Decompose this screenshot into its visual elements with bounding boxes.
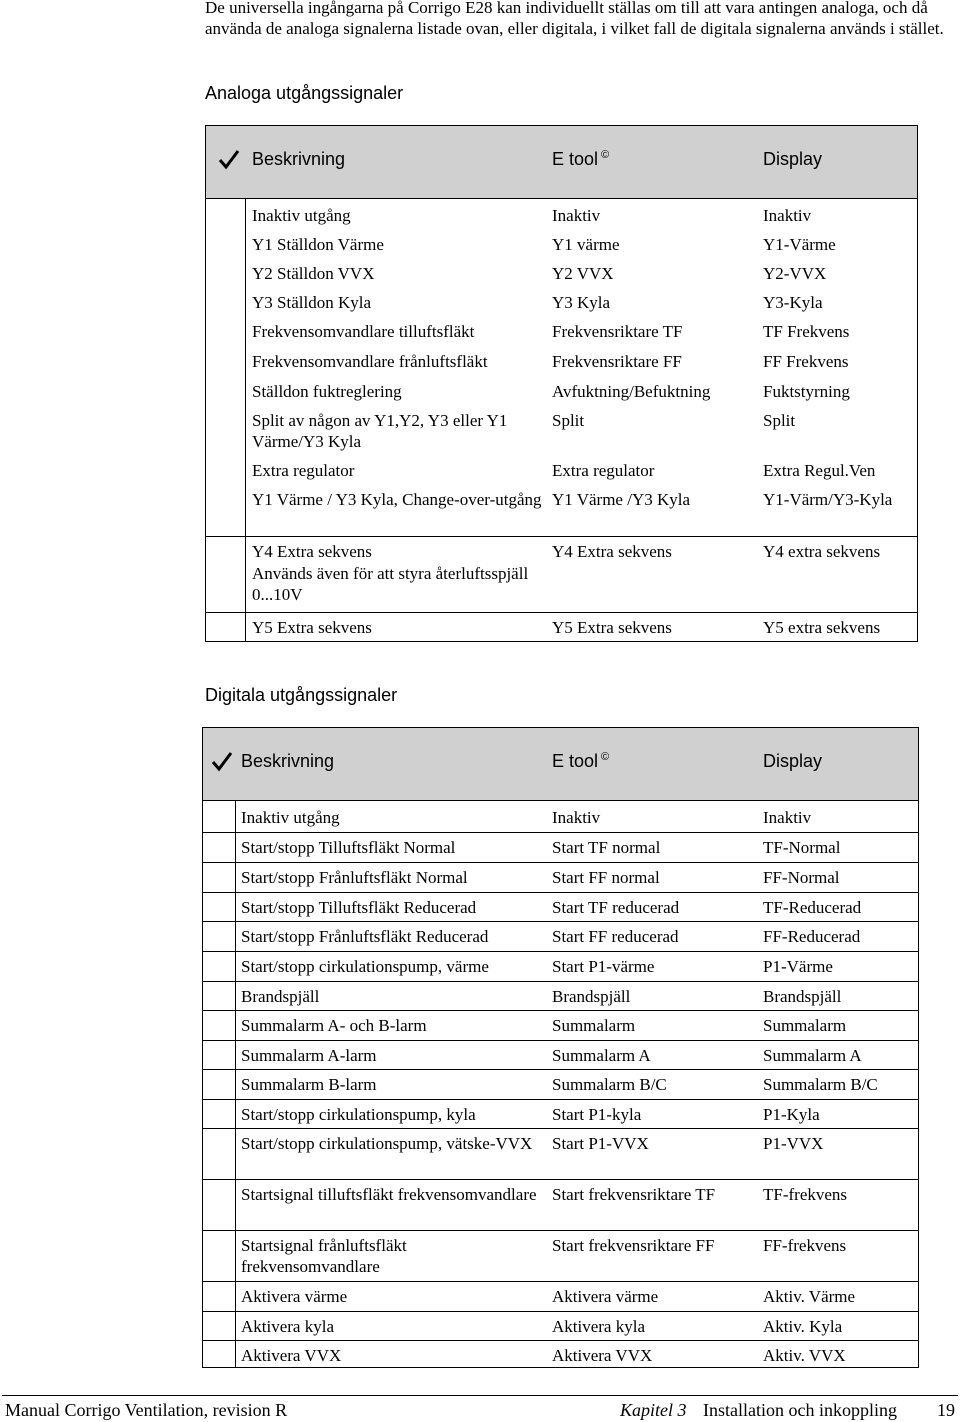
analog-table-header [206,126,917,199]
cell-beskrivning: Y1 Ställdon Värme [252,235,384,254]
table-row [206,317,917,347]
table-row [206,536,917,613]
cell-beskrivning: Start/stopp Tilluftsfläkt Normal [241,838,456,857]
cell-etool: Y5 Extra sekvens [552,618,672,637]
cell-etool: Start frekvensriktare FF [552,1236,715,1255]
cell-etool: Y4 Extra sekvens [552,542,672,561]
cell-etool: Start FF reducerad [552,927,679,946]
cell-display: FF-frekvens [763,1236,847,1255]
cell-beskrivning: Extra regulator [252,461,355,480]
table-row [203,892,918,922]
table-row [203,951,918,982]
cell-etool: Extra regulator [552,461,655,480]
cell-beskrivning: Inaktiv utgång [241,808,340,827]
cell-etool: Summalarm A [552,1046,651,1065]
cell-etool: Start frekvensriktare TF [552,1185,716,1204]
table-row [203,1069,918,1100]
cell-etool: Y3 Kyla [552,293,611,312]
cell-display: FF Frekvens [763,352,849,371]
table-row [203,1010,918,1041]
header-beskrivning: Beskrivning [241,751,335,771]
cell-beskrivning: Startsignal frånluftsfläkt frekvensomvandlare [241,1236,407,1276]
cell-display: FF-Reducerad [763,927,861,946]
cell-display: Y2-VVX [763,264,827,283]
cell-etool: Y1 värme [552,235,620,254]
digital-table [202,727,919,1368]
table-row [203,803,918,832]
checkmark-icon [218,148,240,170]
cell-etool: Start TF reducerad [552,898,680,917]
cell-beskrivning: Y2 Ställdon VVX [252,264,375,283]
cell-display: Aktiv. Värme [763,1287,856,1306]
cell-beskrivning: Start/stopp Frånluftsfläkt Normal [241,868,468,887]
table-row [206,201,917,230]
footer-section: Installation och inkoppling [703,1400,897,1420]
cell-beskrivning: Y5 Extra sekvens [252,618,372,637]
header-display: Display [763,149,823,169]
table-row [203,981,918,1011]
cell-etool: Start P1-VVX [552,1134,649,1153]
cell-display: P1-Kyla [763,1105,820,1124]
cell-beskrivning: Y1 Värme / Y3 Kyla, Change-over-utgång [252,490,542,509]
cell-display: FF-Normal [763,868,840,887]
footer-rule [2,1395,958,1396]
cell-etool: Inaktiv [552,206,601,225]
cell-etool: Aktivera värme [552,1287,659,1306]
cell-beskrivning: Aktivera värme [241,1287,348,1306]
cell-beskrivning: Aktivera VVX [241,1346,342,1365]
cell-display: Aktiv. Kyla [763,1317,843,1336]
cell-etool: Start P1-värme [552,957,655,976]
cell-display: Y1-Värm/Y3-Kyla [763,490,893,509]
cell-display: Split [763,411,796,430]
cell-etool: Brandspjäll [552,987,631,1006]
table-row [203,921,918,952]
analog-table [205,125,918,642]
cell-etool: Start FF normal [552,868,660,887]
table-row [206,230,917,259]
table-row [206,377,917,406]
table-row [203,1311,918,1341]
cell-beskrivning: Split av någon av Y1,Y2, Y3 eller Y1 Värme/Y3 Kyla [252,411,508,451]
footer-page-number: 19 [937,1400,955,1420]
cell-display: P1-VVX [763,1134,824,1153]
cell-display: Y1-Värme [763,235,836,254]
cell-etool: Summalarm [552,1016,636,1035]
cell-etool: Summalarm B/C [552,1075,667,1094]
table-row [206,406,917,456]
cell-beskrivning: Y3 Ställdon Kyla [252,293,371,312]
digital-table-header [203,728,918,801]
cell-beskrivning: Start/stopp cirkulationspump, kyla [241,1105,476,1124]
copyright-mark: © [601,149,610,161]
table-row [206,485,917,536]
cell-display: Brandspjäll [763,987,842,1006]
cell-beskrivning: Y4 Extra sekvens [252,542,372,561]
cell-etool: Y2 VVX [552,264,614,283]
cell-note: Används även för att styra återluftsspjäll 0...10V [252,564,529,604]
cell-display: P1-Värme [763,957,833,976]
cell-display: Extra Regul.Ven [763,461,876,480]
table-row [203,1040,918,1070]
table-row [203,1179,918,1231]
cell-display: Summalarm [763,1016,847,1035]
cell-beskrivning: Start/stopp Tilluftsfläkt Reducerad [241,898,477,917]
table-row [206,347,917,377]
cell-display: Aktiv. VVX [763,1346,846,1365]
analog-heading: Analoga utgångssignaler [205,83,404,103]
cell-beskrivning: Summalarm B-larm [241,1075,377,1094]
cell-beskrivning: Aktivera kyla [241,1317,334,1336]
cell-display: Y5 extra sekvens [763,618,881,637]
table-row [203,862,918,893]
cell-etool: Start P1-kyla [552,1105,642,1124]
cell-display: Summalarm B/C [763,1075,878,1094]
cell-display: TF Frekvens [763,322,850,341]
cell-beskrivning: Start/stopp cirkulationspump, vätske-VVX [241,1134,533,1153]
cell-beskrivning: Summalarm A- och B-larm [241,1016,427,1035]
header-etool: E tool © [552,149,610,169]
footer-chapter: Kapitel 3 [620,1400,687,1420]
cell-display: Y4 extra sekvens [763,542,881,561]
cell-display: TF-Reducerad [763,898,862,917]
cell-etool: Aktivera VVX [552,1346,653,1365]
table-row [203,1281,918,1312]
table-row [206,288,917,317]
cell-etool: Start TF normal [552,838,661,857]
cell-etool: Split [552,411,585,430]
footer-manual-title: Manual Corrigo Ventilation, revision R [5,1400,288,1420]
header-etool: E tool © [552,751,610,771]
table-row [206,456,917,485]
cell-beskrivning: Frekvensomvandlare tilluftsfläkt [252,322,475,341]
cell-beskrivning: Inaktiv utgång [252,206,351,225]
cell-display: Inaktiv [763,808,812,827]
table-row [203,1099,918,1129]
cell-etool: Y1 Värme /Y3 Kyla [552,490,691,509]
intro-paragraph: De universella ingångarna på Corrigo E28 kan individuellt ställas om till att vara antingen analoga, och då använda de analoga signalerna listade ovan, eller digitala, i vilket fall de digitala signalerna används i stället. [205,0,944,38]
copyright-mark: © [601,751,610,763]
cell-display: Summalarm A [763,1046,862,1065]
table-row [203,1340,918,1369]
cell-etool: Inaktiv [552,808,601,827]
cell-beskrivning: Summalarm A-larm [241,1046,377,1065]
cell-beskrivning: Frekvensomvandlare frånluftsfläkt [252,352,488,371]
header-beskrivning: Beskrivning [252,149,346,169]
cell-display: TF-Normal [763,838,841,857]
table-row [206,259,917,288]
cell-etool: Frekvensriktare FF [552,352,682,371]
cell-beskrivning: Startsignal tilluftsfläkt frekvensomvandlare [241,1185,537,1204]
cell-etool: Frekvensriktare TF [552,322,683,341]
cell-beskrivning: Start/stopp Frånluftsfläkt Reducerad [241,927,489,946]
checkmark-icon [211,750,233,772]
cell-etool: Avfuktning/Befuktning [552,382,711,401]
table-row [206,612,917,642]
cell-beskrivning: Brandspjäll [241,987,320,1006]
cell-beskrivning: Start/stopp cirkulationspump, värme [241,957,489,976]
cell-display: Inaktiv [763,206,812,225]
table-row [203,1128,918,1180]
cell-display: Y3-Kyla [763,293,823,312]
header-display: Display [763,751,823,771]
cell-beskrivning: Ställdon fuktreglering [252,382,402,401]
table-row [203,1230,918,1282]
table-row [203,832,918,863]
digital-heading: Digitala utgångssignaler [205,685,398,705]
cell-etool: Aktivera kyla [552,1317,645,1336]
cell-display: Fuktstyrning [763,382,850,401]
cell-display: TF-frekvens [763,1185,848,1204]
